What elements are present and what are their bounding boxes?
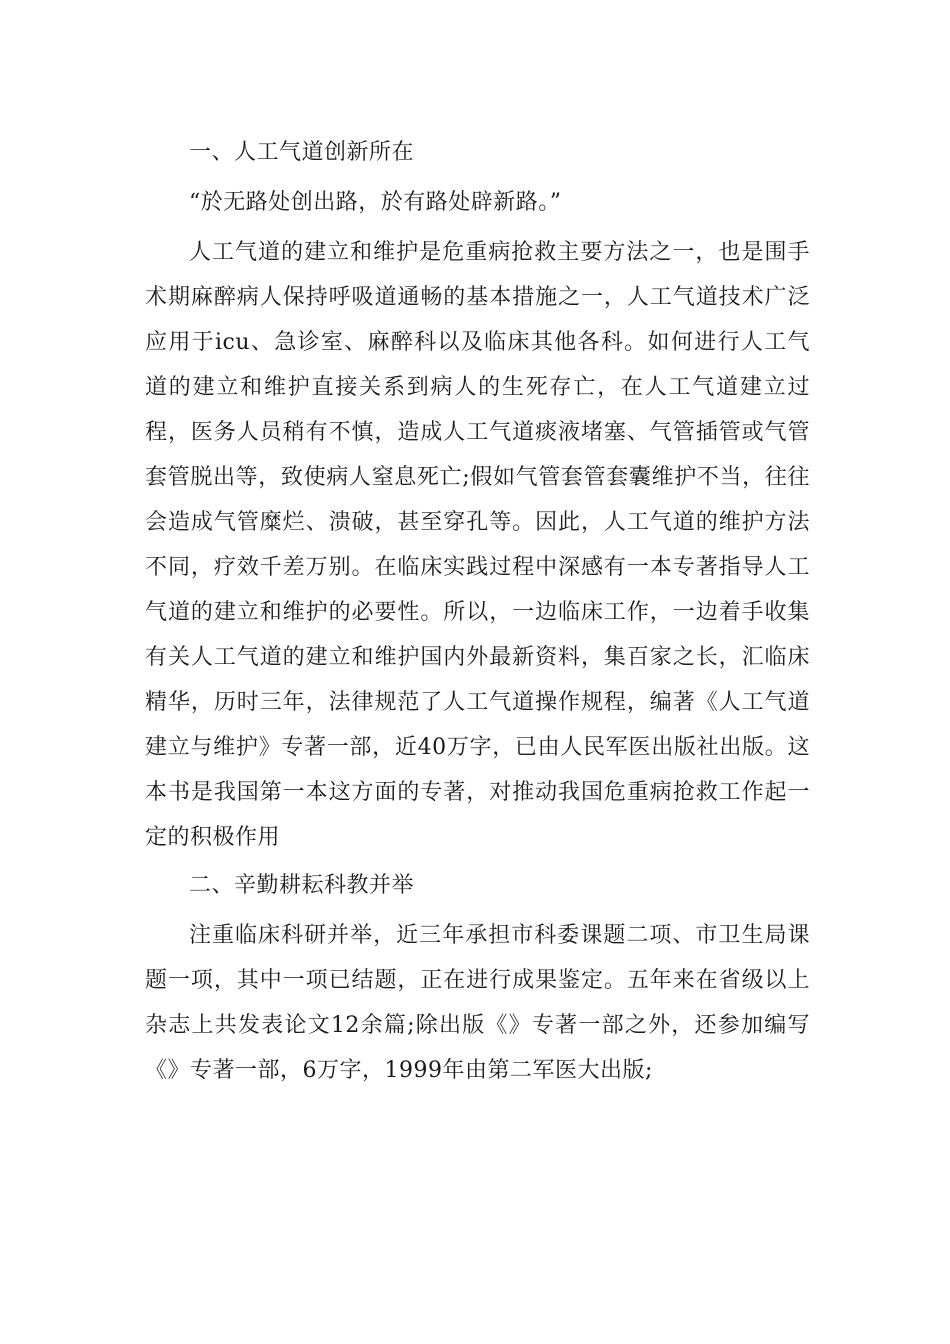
- section-quote: “於无路处创出路，於有路处辟新路。”: [189, 190, 562, 215]
- document-body: [145, 130, 810, 1096]
- body-paragraph-1: 人工气道的建立和维护是危重病抢救主要方法之一，也是围手术期麻醉病人保持呼吸道通畅的基本措施之一，人工气道技术广泛应用于icu、急诊室、麻醉科以及临床其他各科。如何进行人工气道的建立和维护直接关系到病人的生死存亡，在人工气道建立过程，医务人员稍有不慎，造成人工气道痰液堵塞、气管插管或气管套管脱出等，致使病人窒息死亡;假如气管套管套囊维护不当，往往会造成气管糜烂、溃破，甚至穿孔等。因此，人工气道的维护方法不同，疗效千差万别。在临床实践过程中深感有一本专著指导人工气道的建立和维护的必要性。所以，一边临床工作，一边着手收集有关人工气道的建立和维护国内外最新资料，集百家之长，汇临床精华，历时三年，法律规范了人工气道操作规程，编著《人工气道建立与维护》专著一部，近40万字，已由人民军医出版社出版。这本书是我国第一本这方面的专著，对推动我国危重病抢救工作起一定的积极作用: [145, 240, 810, 850]
- body-paragraph-2: 注重临床科研并举，近三年承担市科委课题二项、市卫生局课题一项，其中一项已结题，正在进行成果鉴定。五年来在省级以上杂志上共发表论文12余篇;除出版《》专著一部之外，还参加编写《》专著一部，6万字，1999年由第二军医大出版;: [145, 923, 810, 1083]
- section-heading-1: 一、人工气道创新所在: [189, 140, 415, 165]
- section-heading-2: 二、辛勤耕耘科教并举: [189, 873, 415, 898]
